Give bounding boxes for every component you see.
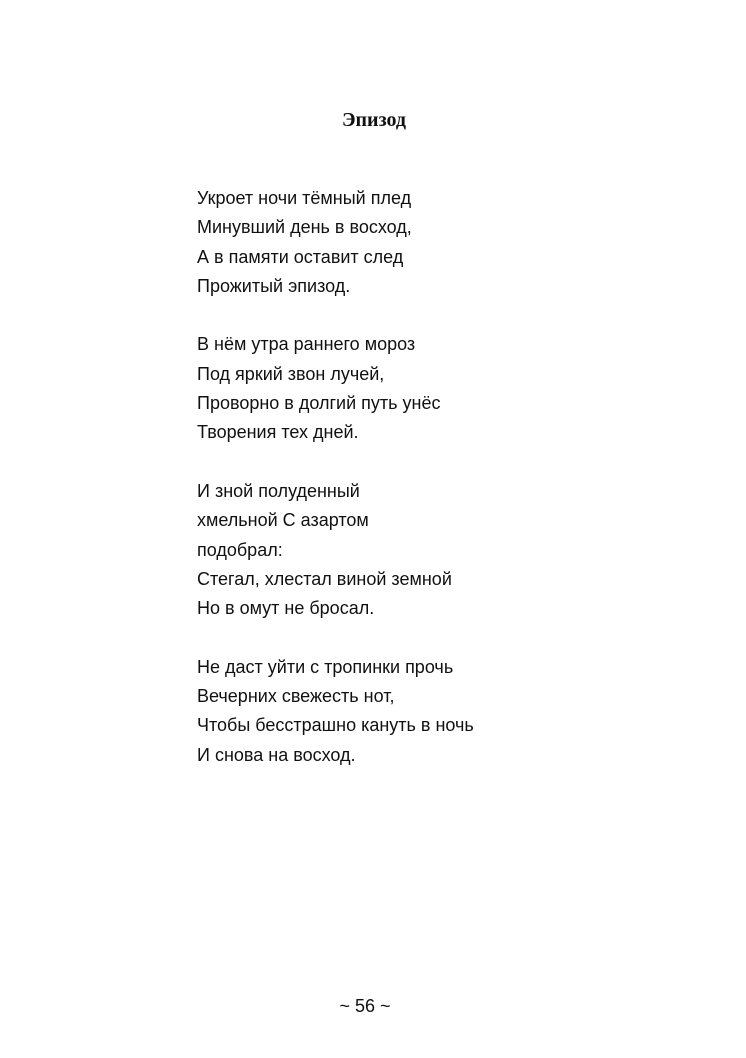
poem-line: Укроет ночи тёмный плед [197, 188, 412, 208]
poem-line: Чтобы бесстрашно кануть в ночь [197, 715, 474, 736]
poem-line: Творения тех дней. [197, 422, 359, 443]
poem-line: подобрал: [197, 539, 283, 560]
poem-line: А в памяти оставит след [197, 246, 404, 267]
stanza-2 [197, 330, 697, 447]
poem-line: Не даст уйти с тропинки прочь [197, 656, 454, 677]
poem-line: Стегал, хлестал виной земной [197, 568, 452, 589]
poem-title: Эпизод [341, 109, 407, 131]
poem-line: Но в омут не бросал. [197, 598, 375, 619]
poem-line: хмельной С азартом [197, 510, 369, 531]
stanza-4 [197, 653, 697, 770]
poem-line: Прожитый эпизод. [197, 275, 351, 296]
poem-line: Минувший день в восход, [197, 217, 412, 238]
stanza-3 [197, 477, 697, 623]
page-number: ~ 56 ~ [339, 996, 391, 1016]
poem-line: И зной полуденный [197, 480, 360, 501]
poem-line: И снова на восход. [197, 744, 356, 765]
stanza-1 [197, 184, 697, 301]
poem-line: Проворно в долгий путь унёс [197, 393, 441, 414]
poem-line: Вечерних свежесть нот, [197, 686, 395, 707]
poem-line: Под яркий звон лучей, [197, 363, 385, 384]
poem-line: В нём утра раннего мороз [197, 334, 416, 355]
poem-body [197, 184, 697, 799]
